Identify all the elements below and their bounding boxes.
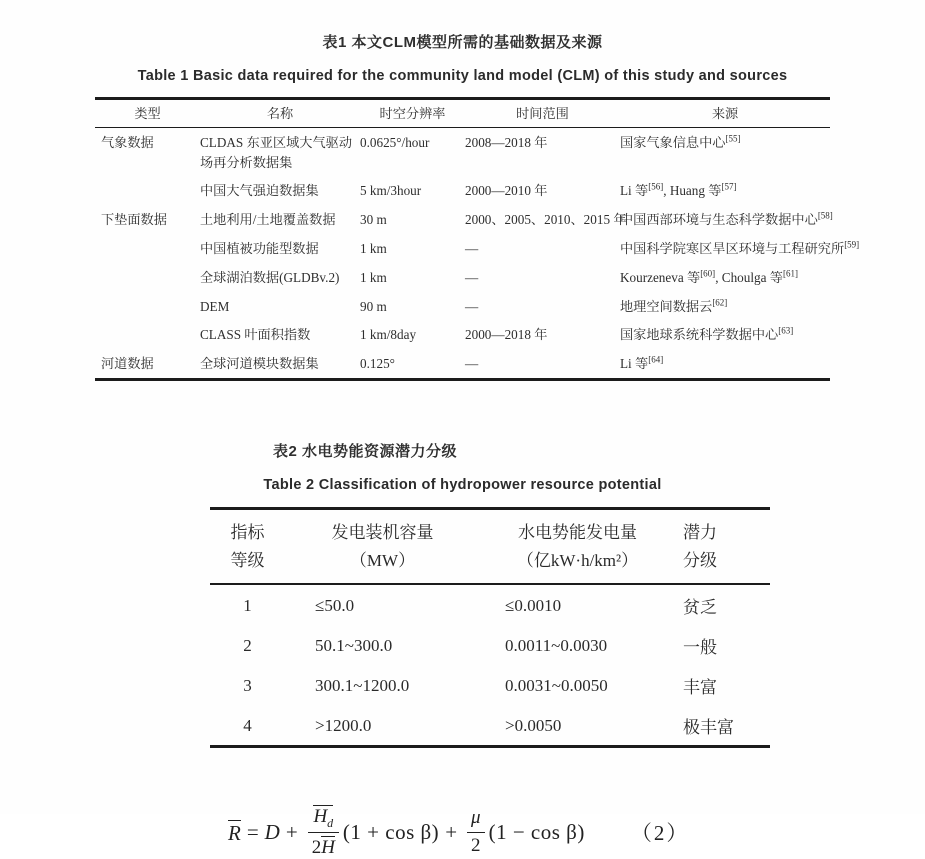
table1-basic-data xyxy=(95,97,860,381)
table2-header-row xyxy=(210,508,770,584)
var-H-bar: H xyxy=(321,837,335,859)
table1-header-row xyxy=(95,99,830,128)
cell-generation: 0.0031~0.0050 xyxy=(505,675,608,695)
table-row xyxy=(210,705,770,747)
source-text: Li 等 xyxy=(620,356,649,372)
cell-generation: 0.0011~0.0030 xyxy=(505,635,608,655)
table-row xyxy=(95,127,830,176)
header-name: 名称 xyxy=(200,99,360,128)
cell-resolution: 5 km/3hour xyxy=(360,183,422,199)
cell-time-range: — xyxy=(465,298,479,314)
header-type: 类型 xyxy=(95,99,200,128)
cell-source xyxy=(620,320,830,349)
table-row xyxy=(95,292,830,321)
table2-title-en: Table 2 Classification of hydropower resource potential xyxy=(263,476,662,493)
cell-category xyxy=(95,176,200,205)
header-potential: 潜力 分级 xyxy=(675,508,770,584)
reference-superscript: [59] xyxy=(844,239,860,250)
header-time-range: 时间范围 xyxy=(465,99,620,128)
header-generation: 水电势能发电量 （亿kW·h/km²） xyxy=(480,508,675,584)
cell-potential: 极丰富 xyxy=(683,718,734,738)
source-text: Li 等 xyxy=(620,183,649,199)
cell-time-range: 2008—2018 年 xyxy=(465,134,548,150)
table1-title-zh: 表1 本文CLM模型所需的基础数据及来源 xyxy=(322,34,603,51)
table2-title-zh: 表2 水电势能资源潜力分级 xyxy=(272,442,457,460)
reference-superscript: [61] xyxy=(782,268,798,279)
header-resolution: 时空分辨率 xyxy=(360,99,465,128)
cell-category xyxy=(95,292,200,321)
cell-capacity: 300.1~1200.0 xyxy=(315,675,410,695)
table-row xyxy=(95,234,830,263)
cell-category xyxy=(95,263,200,292)
cell-category xyxy=(95,234,200,263)
cell-time-range: — xyxy=(465,269,479,285)
cell-time-range: — xyxy=(465,240,479,256)
cell-potential: 一般 xyxy=(683,638,717,658)
cell-time-range: 2000—2010 年 xyxy=(465,183,548,199)
cell-grade: 1 xyxy=(243,595,252,615)
reference-superscript: [58] xyxy=(817,210,833,221)
source-text: 地理空间数据云 xyxy=(620,298,713,314)
cell-grade: 4 xyxy=(243,715,252,735)
equation-2 xyxy=(228,805,925,859)
cell-potential: 丰富 xyxy=(683,678,717,698)
cell-capacity: ≤50.0 xyxy=(315,595,355,615)
cell-dataset-name: 土地利用/土地覆盖数据 xyxy=(200,212,336,228)
cell-time-range: — xyxy=(465,356,479,372)
var-D: D xyxy=(264,819,280,844)
table-row xyxy=(95,205,830,234)
source-text: 国家气象信息中心 xyxy=(620,134,726,150)
source-text: , Choulga 等 xyxy=(715,269,783,285)
cell-dataset-name: 中国大气强迫数据集 xyxy=(200,183,319,199)
table-row xyxy=(95,176,830,205)
cell-resolution: 90 m xyxy=(360,298,387,314)
var-mu: μ xyxy=(471,806,481,828)
reference-superscript: [64] xyxy=(648,354,664,365)
cell-source xyxy=(620,292,830,321)
cell-dataset-name: 全球湖泊数据(GLDBv.2) xyxy=(200,269,340,285)
cell-generation: >0.0050 xyxy=(505,715,562,735)
source-text: 中国西部环境与生态科学数据中心 xyxy=(620,212,818,228)
cell-source xyxy=(620,263,830,292)
reference-superscript: [62] xyxy=(712,297,728,308)
equation-number: （2） xyxy=(630,821,690,846)
cell-resolution: 1 km xyxy=(360,240,387,256)
cell-resolution: 0.0625°/hour xyxy=(360,134,430,150)
table-row xyxy=(95,349,830,379)
cell-resolution: 30 m xyxy=(360,212,387,228)
denominator-2: 2 xyxy=(467,832,485,857)
cell-dataset-name: 中国植被功能型数据 xyxy=(200,240,319,256)
source-text: 国家地球系统科学数据中心 xyxy=(620,327,779,343)
cell-grade: 2 xyxy=(243,635,252,655)
cell-time-range: 2000、2005、2010、2015 年 xyxy=(465,212,627,228)
cell-source xyxy=(620,349,830,379)
plus-sign: + xyxy=(445,819,458,844)
cell-category: 河道数据 xyxy=(101,356,154,372)
cell-capacity: 50.1~300.0 xyxy=(315,635,393,655)
fraction-mu-over-2 xyxy=(467,808,485,857)
reference-superscript: [60] xyxy=(700,268,716,279)
table-row xyxy=(95,263,830,292)
table-row xyxy=(210,584,770,625)
fraction-Hd-over-2H xyxy=(308,805,339,859)
cell-resolution: 1 km/8day xyxy=(360,327,417,343)
reference-superscript: [57] xyxy=(721,182,737,192)
coefficient-2: 2 xyxy=(311,837,322,859)
table-row xyxy=(95,320,830,349)
table-row xyxy=(210,625,770,665)
header-installed-capacity: 发电装机容量 （MW） xyxy=(285,508,480,584)
cell-resolution: 1 km xyxy=(360,269,387,285)
table2-hydropower-classification xyxy=(210,507,770,748)
term-1-minus-cos-beta: (1 − cos β) xyxy=(488,819,585,844)
cell-category: 气象数据 xyxy=(101,134,154,150)
header-grade: 指标 等级 xyxy=(210,508,285,584)
cell-time-range: 2000—2018 年 xyxy=(465,327,548,343)
subscript-d: d xyxy=(327,815,334,830)
cell-category xyxy=(95,320,200,349)
table-row xyxy=(210,665,770,705)
plus-sign: + xyxy=(285,819,298,844)
source-text: 中国科学院寒区旱区环境与工程研究所 xyxy=(620,240,845,256)
cell-source xyxy=(620,127,830,176)
table1-title-en: Table 1 Basic data required for the community land model (CLM) of this study and sources xyxy=(137,68,788,84)
reference-superscript: [56] xyxy=(648,182,664,192)
term-1-plus-cos-beta: (1 + cos β) xyxy=(342,819,440,844)
cell-dataset-name: CLASS 叶面积指数 xyxy=(200,327,311,343)
header-source: 来源 xyxy=(620,99,830,128)
cell-capacity: >1200.0 xyxy=(315,715,372,735)
cell-potential: 贫乏 xyxy=(683,598,717,618)
reference-superscript: [55] xyxy=(725,133,741,144)
var-H: H xyxy=(313,806,328,828)
cell-category: 下垫面数据 xyxy=(101,212,167,228)
cell-dataset-name: CLDAS 东亚区域大气驱动场再分析数据集 xyxy=(200,134,353,170)
cell-grade: 3 xyxy=(243,675,252,695)
cell-source xyxy=(620,234,860,263)
cell-source xyxy=(620,205,833,234)
equals-sign: = xyxy=(246,819,259,844)
reference-superscript: [63] xyxy=(778,325,794,336)
cell-resolution: 0.125° xyxy=(360,356,395,372)
cell-dataset-name: 全球河道模块数据集 xyxy=(200,356,319,372)
source-text: , Huang 等 xyxy=(663,183,722,199)
source-text: Kourzeneva 等 xyxy=(620,269,701,285)
cell-source xyxy=(620,176,830,205)
var-R-bar: R xyxy=(228,821,241,846)
cell-dataset-name: DEM xyxy=(200,298,230,314)
cell-generation: ≤0.0010 xyxy=(505,595,562,615)
